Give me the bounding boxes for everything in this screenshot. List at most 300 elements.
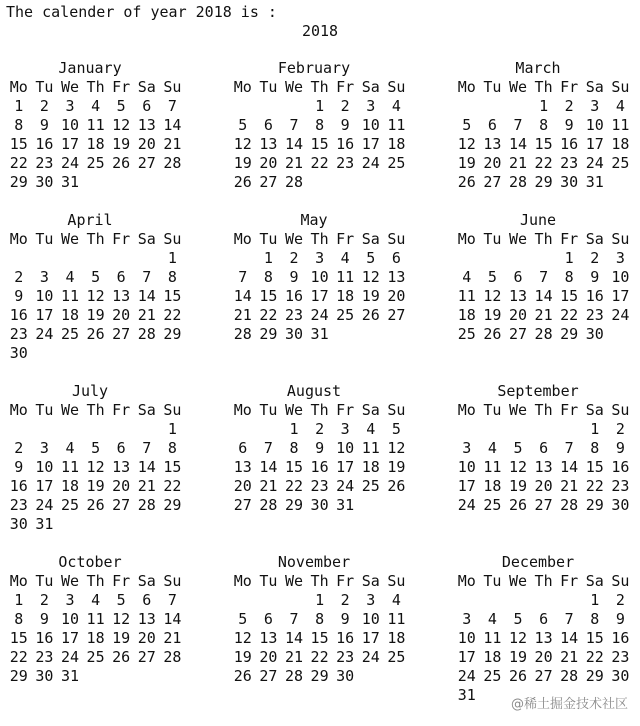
day-cell: 1	[263, 249, 273, 267]
day-cell: 11	[60, 458, 80, 476]
month-name: August	[286, 382, 342, 400]
empty-cell	[230, 591, 256, 610]
day-cell: 23	[9, 496, 28, 514]
month-name: January	[58, 59, 122, 77]
day-cell: 25	[60, 496, 80, 514]
day-cell: 3	[462, 610, 472, 628]
day-cell: 13	[112, 458, 131, 476]
weekday-header: Th	[534, 401, 553, 419]
day-cell: 25	[60, 325, 80, 343]
weekday-header: Th	[310, 78, 329, 96]
day-cell: 4	[91, 591, 101, 609]
day-cell: 23	[9, 325, 28, 343]
day-cell: 25	[336, 306, 355, 324]
day-cell: 13	[137, 116, 156, 134]
day-cell: 9	[564, 116, 574, 134]
empty-cell	[256, 591, 282, 610]
month-december	[448, 553, 638, 705]
empty-cell	[256, 420, 282, 439]
day-cell: 7	[539, 268, 549, 286]
weekday-header: Tu	[483, 572, 502, 590]
day-cell: 4	[487, 439, 497, 457]
weekday-header: Sa	[361, 572, 380, 590]
weekday-header: Tu	[259, 78, 278, 96]
weekday-header: Mo	[457, 78, 476, 96]
day-cell: 10	[60, 610, 80, 628]
day-cell: 5	[91, 439, 101, 457]
empty-cell	[108, 249, 134, 268]
day-cell: 5	[391, 420, 401, 438]
day-cell: 2	[615, 591, 625, 609]
day-cell: 17	[457, 477, 476, 495]
day-cell: 3	[462, 439, 472, 457]
day-cell: 29	[585, 496, 604, 514]
day-cell: 13	[508, 287, 528, 305]
weekday-header: Fr	[336, 78, 355, 96]
weekday-header: Th	[86, 401, 105, 419]
day-cell: 8	[14, 116, 24, 134]
day-cell: 21	[508, 154, 528, 172]
day-cell: 28	[233, 325, 252, 343]
day-cell: 26	[508, 496, 528, 514]
day-cell: 30	[585, 325, 604, 343]
day-cell: 15	[259, 287, 278, 305]
day-cell: 3	[65, 97, 75, 115]
day-cell: 2	[340, 591, 350, 609]
day-cell: 30	[35, 667, 54, 685]
day-cell: 2	[14, 439, 24, 457]
day-cell: 2	[39, 97, 49, 115]
month-grid	[6, 572, 190, 686]
day-cell: 26	[86, 325, 105, 343]
month-grid	[454, 572, 638, 705]
day-cell: 28	[284, 173, 304, 191]
empty-cell	[83, 249, 109, 268]
day-cell: 21	[137, 306, 156, 324]
day-cell: 26	[508, 667, 528, 685]
weekday-header: Su	[611, 572, 630, 590]
day-cell: 15	[585, 629, 604, 647]
day-cell: 1	[167, 420, 177, 438]
weekday-header: We	[284, 78, 304, 96]
day-cell: 10	[35, 287, 54, 305]
day-cell: 12	[387, 439, 406, 457]
weekday-header: Su	[387, 401, 406, 419]
day-cell: 24	[310, 306, 329, 324]
day-cell: 18	[387, 629, 406, 647]
day-cell: 15	[585, 458, 604, 476]
month-name: April	[67, 211, 113, 229]
day-cell: 21	[284, 648, 304, 666]
weekday-header: Tu	[483, 230, 502, 248]
day-cell: 4	[487, 610, 497, 628]
empty-cell	[531, 249, 557, 268]
weekday-header: Tu	[35, 230, 54, 248]
day-cell: 5	[91, 268, 101, 286]
day-cell: 8	[539, 116, 549, 134]
month-grid	[230, 230, 414, 344]
day-cell: 12	[112, 116, 131, 134]
weekday-header: Fr	[336, 230, 355, 248]
empty-cell	[281, 591, 307, 610]
day-cell: 17	[35, 477, 54, 495]
day-cell: 5	[116, 97, 126, 115]
day-cell: 24	[361, 648, 380, 666]
day-cell: 20	[259, 648, 278, 666]
weekday-header: Fr	[560, 401, 579, 419]
weekday-header: We	[508, 572, 528, 590]
day-cell: 14	[137, 458, 156, 476]
day-cell: 29	[259, 325, 278, 343]
day-cell: 6	[142, 591, 152, 609]
day-cell: 8	[564, 268, 574, 286]
day-cell: 3	[590, 97, 600, 115]
day-cell: 21	[137, 477, 156, 495]
day-cell: 17	[457, 648, 476, 666]
day-cell: 17	[60, 629, 80, 647]
day-cell: 22	[310, 154, 329, 172]
day-cell: 24	[457, 496, 476, 514]
day-cell: 30	[611, 667, 630, 685]
day-cell: 8	[167, 268, 177, 286]
day-cell: 15	[560, 287, 579, 305]
day-cell: 2	[289, 249, 299, 267]
day-cell: 25	[611, 154, 630, 172]
weekday-header: Th	[310, 401, 329, 419]
day-cell: 24	[336, 477, 355, 495]
day-cell: 9	[590, 268, 600, 286]
day-cell: 13	[112, 287, 131, 305]
day-cell: 10	[336, 439, 355, 457]
day-cell: 10	[60, 116, 80, 134]
weekday-header: Sa	[137, 572, 156, 590]
empty-cell	[134, 249, 160, 268]
day-cell: 2	[14, 268, 24, 286]
day-cell: 11	[361, 439, 380, 457]
month-grid	[454, 401, 638, 515]
day-cell: 9	[615, 439, 625, 457]
day-cell: 16	[336, 135, 355, 153]
day-cell: 9	[39, 116, 49, 134]
day-cell: 27	[259, 667, 278, 685]
day-cell: 10	[585, 116, 604, 134]
day-cell: 18	[483, 648, 502, 666]
day-cell: 11	[457, 287, 476, 305]
day-cell: 30	[310, 496, 329, 514]
day-cell: 6	[539, 610, 549, 628]
day-cell: 1	[590, 420, 600, 438]
weekday-header: Sa	[361, 230, 380, 248]
weekday-header: Mo	[9, 572, 28, 590]
day-cell: 14	[233, 287, 252, 305]
day-cell: 16	[585, 287, 604, 305]
day-cell: 9	[289, 268, 299, 286]
day-cell: 22	[534, 154, 553, 172]
day-cell: 6	[539, 439, 549, 457]
day-cell: 16	[560, 135, 579, 153]
empty-cell	[556, 591, 582, 610]
month-march	[448, 59, 638, 192]
day-cell: 4	[65, 439, 75, 457]
day-cell: 8	[590, 439, 600, 457]
day-cell: 27	[112, 325, 131, 343]
day-cell: 16	[9, 306, 28, 324]
day-cell: 1	[315, 591, 325, 609]
day-cell: 30	[9, 515, 28, 533]
day-cell: 1	[590, 591, 600, 609]
day-cell: 13	[137, 610, 156, 628]
empty-cell	[454, 420, 480, 439]
day-cell: 10	[361, 116, 380, 134]
day-cell: 8	[315, 610, 325, 628]
day-cell: 11	[611, 116, 630, 134]
day-cell: 15	[163, 287, 182, 305]
day-cell: 23	[611, 477, 630, 495]
weekday-header: Tu	[35, 401, 54, 419]
day-cell: 28	[560, 667, 579, 685]
day-cell: 18	[336, 287, 355, 305]
weekday-header: We	[60, 572, 80, 590]
weekday-header: Su	[163, 230, 182, 248]
year-title: 2018	[301, 22, 339, 40]
weekday-header: Tu	[35, 78, 54, 96]
weekday-header: Fr	[560, 572, 579, 590]
day-cell: 22	[9, 154, 28, 172]
day-cell: 23	[585, 306, 604, 324]
day-cell: 22	[560, 306, 579, 324]
day-cell: 20	[259, 154, 278, 172]
day-cell: 17	[35, 306, 54, 324]
month-grid	[230, 78, 414, 192]
month-november	[224, 553, 414, 686]
day-cell: 9	[615, 610, 625, 628]
day-cell: 12	[233, 629, 252, 647]
day-cell: 10	[310, 268, 329, 286]
month-august	[224, 382, 414, 515]
day-cell: 3	[340, 420, 350, 438]
day-cell: 28	[163, 154, 182, 172]
day-cell: 23	[336, 648, 355, 666]
day-cell: 10	[611, 268, 630, 286]
day-cell: 25	[387, 648, 406, 666]
weekday-header: Mo	[457, 572, 476, 590]
weekday-header: Th	[310, 230, 329, 248]
day-cell: 16	[310, 458, 329, 476]
day-cell: 22	[284, 477, 304, 495]
day-cell: 19	[508, 648, 528, 666]
day-cell: 29	[534, 173, 553, 191]
day-cell: 11	[86, 116, 105, 134]
weekday-header: We	[284, 401, 304, 419]
empty-cell	[531, 420, 557, 439]
weekday-header: Tu	[483, 78, 502, 96]
day-cell: 28	[560, 496, 579, 514]
day-cell: 2	[315, 420, 325, 438]
day-cell: 13	[534, 458, 553, 476]
month-name: November	[277, 553, 351, 571]
day-cell: 18	[483, 477, 502, 495]
day-cell: 29	[9, 173, 28, 191]
day-cell: 19	[457, 154, 476, 172]
day-cell: 14	[560, 629, 579, 647]
weekday-header: Su	[387, 230, 406, 248]
month-july	[0, 382, 190, 534]
day-cell: 23	[611, 648, 630, 666]
day-cell: 28	[137, 325, 156, 343]
day-cell: 20	[233, 477, 252, 495]
day-cell: 2	[564, 97, 574, 115]
day-cell: 13	[483, 135, 502, 153]
weekday-header: We	[60, 230, 80, 248]
day-cell: 1	[315, 97, 325, 115]
day-cell: 5	[513, 610, 523, 628]
day-cell: 17	[60, 135, 80, 153]
day-cell: 8	[289, 439, 299, 457]
weekday-header: We	[284, 572, 304, 590]
day-cell: 13	[233, 458, 252, 476]
day-cell: 30	[560, 173, 579, 191]
weekday-header: We	[60, 78, 80, 96]
day-cell: 1	[14, 591, 24, 609]
day-cell: 4	[340, 249, 350, 267]
day-cell: 3	[39, 439, 49, 457]
weekday-header: Tu	[259, 230, 278, 248]
day-cell: 3	[615, 249, 625, 267]
day-cell: 28	[163, 648, 182, 666]
day-cell: 19	[508, 477, 528, 495]
day-cell: 17	[336, 458, 355, 476]
day-cell: 17	[361, 629, 380, 647]
day-cell: 17	[361, 135, 380, 153]
weekday-header: Sa	[585, 78, 604, 96]
day-cell: 21	[259, 477, 278, 495]
weekday-header: Mo	[9, 230, 28, 248]
day-cell: 13	[259, 135, 278, 153]
day-cell: 21	[560, 477, 579, 495]
day-cell: 11	[86, 610, 105, 628]
day-cell: 19	[86, 306, 105, 324]
day-cell: 20	[483, 154, 502, 172]
weekday-header: Th	[310, 572, 329, 590]
day-cell: 24	[35, 496, 54, 514]
day-cell: 31	[60, 667, 80, 685]
month-name: February	[277, 59, 351, 77]
day-cell: 6	[263, 116, 273, 134]
day-cell: 14	[137, 287, 156, 305]
day-cell: 21	[163, 629, 182, 647]
empty-cell	[505, 420, 531, 439]
month-october	[0, 553, 190, 686]
weekday-header: Su	[387, 572, 406, 590]
weekday-header: Mo	[233, 401, 252, 419]
day-cell: 4	[615, 97, 625, 115]
day-cell: 26	[112, 648, 131, 666]
day-cell: 3	[315, 249, 325, 267]
day-cell: 25	[483, 667, 502, 685]
day-cell: 5	[116, 591, 126, 609]
day-cell: 21	[233, 306, 252, 324]
day-cell: 15	[310, 135, 329, 153]
empty-cell	[108, 420, 134, 439]
day-cell: 24	[457, 667, 476, 685]
weekday-header: Th	[534, 230, 553, 248]
day-cell: 7	[238, 268, 248, 286]
day-cell: 20	[534, 477, 553, 495]
day-cell: 7	[564, 610, 574, 628]
day-cell: 27	[534, 496, 553, 514]
day-cell: 7	[513, 116, 523, 134]
weekday-header: We	[508, 230, 528, 248]
day-cell: 9	[14, 458, 24, 476]
day-cell: 18	[60, 306, 80, 324]
weekday-header: Tu	[259, 572, 278, 590]
output-header: The calender of year 2018 is :	[6, 3, 277, 21]
empty-cell	[281, 97, 307, 116]
day-cell: 7	[167, 591, 177, 609]
day-cell: 2	[39, 591, 49, 609]
day-cell: 23	[35, 154, 54, 172]
weekday-header: Th	[534, 572, 553, 590]
day-cell: 13	[534, 629, 553, 647]
month-february	[224, 59, 414, 192]
day-cell: 23	[35, 648, 54, 666]
day-cell: 12	[457, 135, 476, 153]
day-cell: 26	[233, 667, 252, 685]
day-cell: 2	[590, 249, 600, 267]
weekday-header: Th	[86, 572, 105, 590]
day-cell: 7	[167, 97, 177, 115]
day-cell: 20	[534, 648, 553, 666]
day-cell: 7	[142, 268, 152, 286]
day-cell: 5	[366, 249, 376, 267]
empty-cell	[505, 97, 531, 116]
day-cell: 7	[289, 610, 299, 628]
day-cell: 13	[387, 268, 406, 286]
day-cell: 19	[361, 287, 380, 305]
weekday-header: Th	[534, 78, 553, 96]
day-cell: 1	[539, 97, 549, 115]
day-cell: 14	[259, 458, 278, 476]
empty-cell	[480, 420, 506, 439]
day-cell: 17	[310, 287, 329, 305]
weekday-header: Tu	[483, 401, 502, 419]
weekday-header: Tu	[35, 572, 54, 590]
day-cell: 25	[86, 648, 105, 666]
day-cell: 4	[65, 268, 75, 286]
day-cell: 25	[387, 154, 406, 172]
day-cell: 19	[86, 477, 105, 495]
weekday-header: We	[508, 401, 528, 419]
weekday-header: Fr	[112, 230, 131, 248]
day-cell: 13	[259, 629, 278, 647]
day-cell: 20	[112, 477, 131, 495]
day-cell: 26	[361, 306, 380, 324]
day-cell: 3	[65, 591, 75, 609]
day-cell: 19	[233, 154, 252, 172]
day-cell: 29	[585, 667, 604, 685]
day-cell: 18	[611, 135, 630, 153]
day-cell: 31	[457, 686, 476, 704]
day-cell: 9	[340, 116, 350, 134]
empty-cell	[230, 420, 256, 439]
empty-cell	[556, 420, 582, 439]
day-cell: 19	[483, 306, 502, 324]
day-cell: 12	[86, 458, 105, 476]
day-cell: 16	[611, 629, 630, 647]
weekday-header: Sa	[361, 401, 380, 419]
weekday-header: Fr	[560, 78, 579, 96]
day-cell: 19	[112, 135, 131, 153]
